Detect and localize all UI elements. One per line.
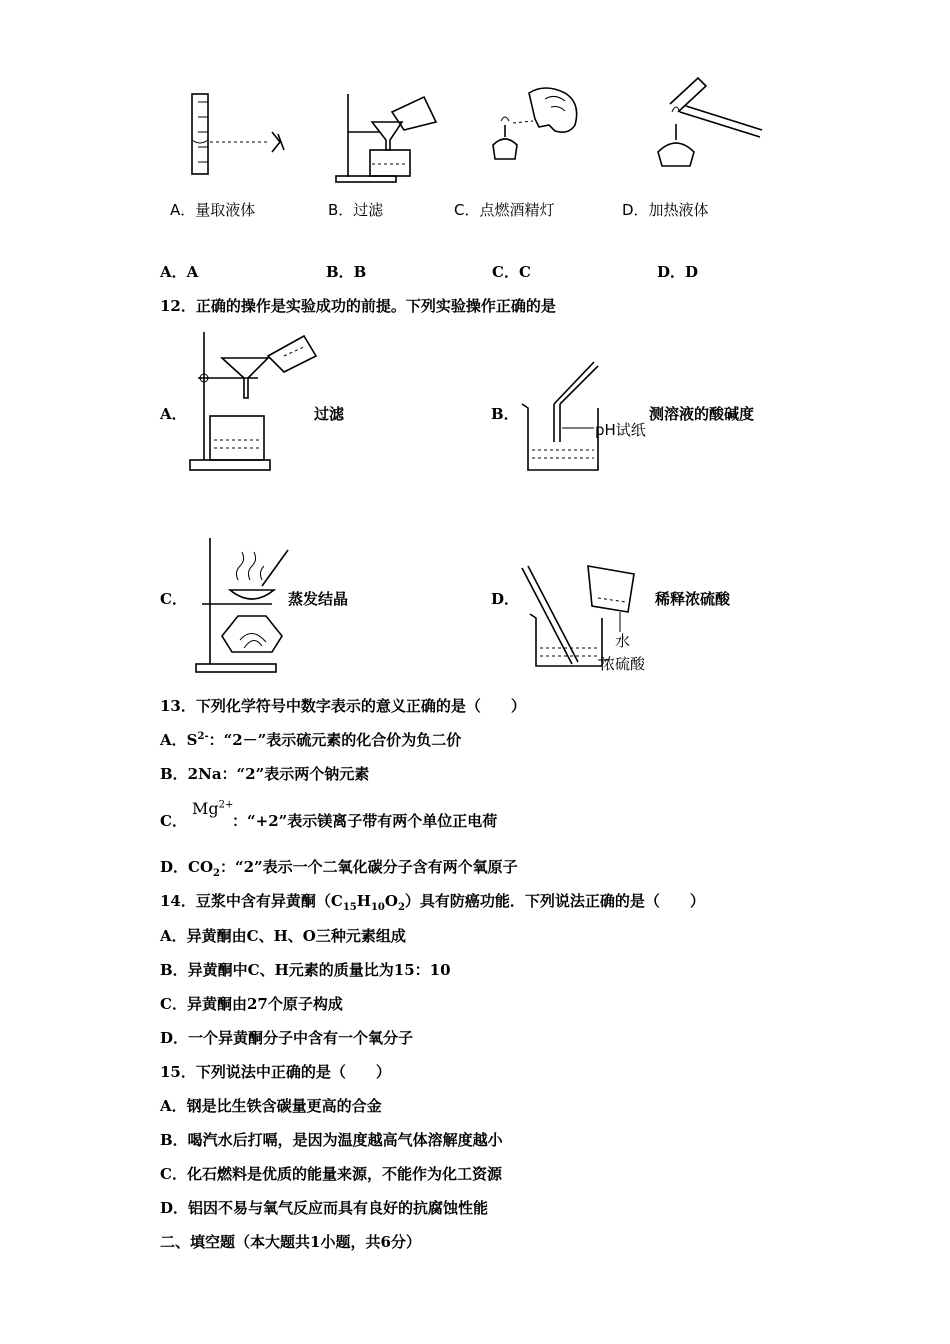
q11-option-a: A．A — [160, 263, 199, 281]
heating-liquid-figure — [650, 82, 770, 177]
q15-option-d: D．铝因不易与氧气反应而具有良好的抗腐蚀性能 — [160, 1199, 489, 1217]
q14-sub3: 2 — [397, 902, 405, 913]
q12-d-acid-label: 浓硫酸 — [600, 655, 646, 673]
q14-stem-a: 14．豆浆中含有异黄酮（C — [160, 892, 343, 910]
q11-caption-d: D．加热液体 — [622, 201, 709, 219]
alcohol-lamp-lighting-figure — [485, 85, 605, 175]
q13-c-letter: C． — [160, 812, 187, 830]
measuring-cylinder-figure — [180, 92, 300, 182]
q14-sub1: 15 — [342, 902, 357, 913]
q13-c-text: ：“+2”表示镁离子带有两个单位正电荷 — [232, 812, 498, 830]
q15-option-a: A．钢是比生铁含碳量更高的合金 — [160, 1097, 382, 1115]
q14-option-a: A．异黄酮由C、H、O三种元素组成 — [160, 927, 406, 945]
q13-a-text: ：“2－”表示硫元素的化合价为负二价 — [208, 731, 462, 749]
q14-option-c: C．异黄酮由27个原子构成 — [160, 995, 343, 1013]
q12-stem: 12．正确的操作是实验成功的前提。下列实验操作正确的是 — [160, 297, 556, 315]
q13-stem: 13．下列化学符号中数字表示的意义正确的是（ ） — [160, 697, 526, 715]
q12-b-paper-label: pH试纸 — [595, 421, 646, 439]
section-title: 二、填空题（本大题共1小题，共6分） — [160, 1233, 421, 1251]
q11-caption-b: B．过滤 — [328, 201, 384, 219]
q13-option-a — [160, 729, 461, 750]
q12-a-letter: A． — [160, 405, 187, 423]
q13-option-b: B．2Na：“2”表示两个钠元素 — [160, 765, 370, 783]
q12-d-water-label: 水 — [615, 632, 631, 650]
q12-b-letter: B． — [491, 405, 519, 423]
q11-option-b: B．B — [326, 263, 367, 281]
q12-d-letter: D． — [491, 590, 520, 608]
filtration-figure — [188, 328, 328, 478]
q14-option-b: B．异黄酮中C、H元素的质量比为15：10 — [160, 961, 451, 979]
q13-option-d — [160, 856, 518, 879]
q13-d-sub: 2 — [213, 868, 220, 879]
q13-c-sup: 2+ — [218, 799, 234, 811]
q13-d-text: ：“2”表示一个二氧化碳分子含有两个氧原子 — [219, 858, 518, 876]
q11-option-d: D．D — [657, 263, 699, 281]
q12-d-label: 稀释浓硫酸 — [655, 590, 731, 608]
q15-stem: 15．下列说法中正确的是（ ） — [160, 1063, 391, 1081]
filtration-small-figure — [330, 92, 450, 187]
q14-stem-b: H — [356, 892, 371, 910]
q11-option-c: C．C — [492, 263, 531, 281]
q12-c-letter: C． — [160, 590, 187, 608]
q13-c-symbol-text: Mg — [192, 799, 219, 818]
q13-c-symbol — [192, 799, 233, 818]
q14-stem-c: O — [384, 892, 398, 910]
q15-option-c: C．化石燃料是优质的能量来源，不能作为化工资源 — [160, 1165, 502, 1183]
ph-test-figure — [518, 358, 658, 478]
q14-stem — [160, 890, 705, 913]
q12-c-label: 蒸发结晶 — [288, 590, 349, 608]
q12-a-label: 过滤 — [314, 405, 345, 423]
q15-option-b: B．喝汽水后打嗝，是因为温度越高气体溶解度越小 — [160, 1131, 503, 1149]
q14-stem-d: ）具有防癌功能．下列说法正确的是（ ） — [404, 892, 705, 910]
q11-caption-a: A．量取液体 — [170, 201, 256, 219]
q13-a-prefix: A．S — [160, 731, 198, 749]
q11-caption-c: C．点燃酒精灯 — [454, 201, 555, 219]
q14-option-d: D．一个异黄酮分子中含有一个氧分子 — [160, 1029, 414, 1047]
q14-sub2: 10 — [370, 902, 385, 913]
q13-d-prefix: D．CO — [160, 858, 214, 876]
q12-b-label: 测溶液的酸碱度 — [649, 405, 755, 423]
q13-a-sup: 2- — [197, 731, 209, 742]
